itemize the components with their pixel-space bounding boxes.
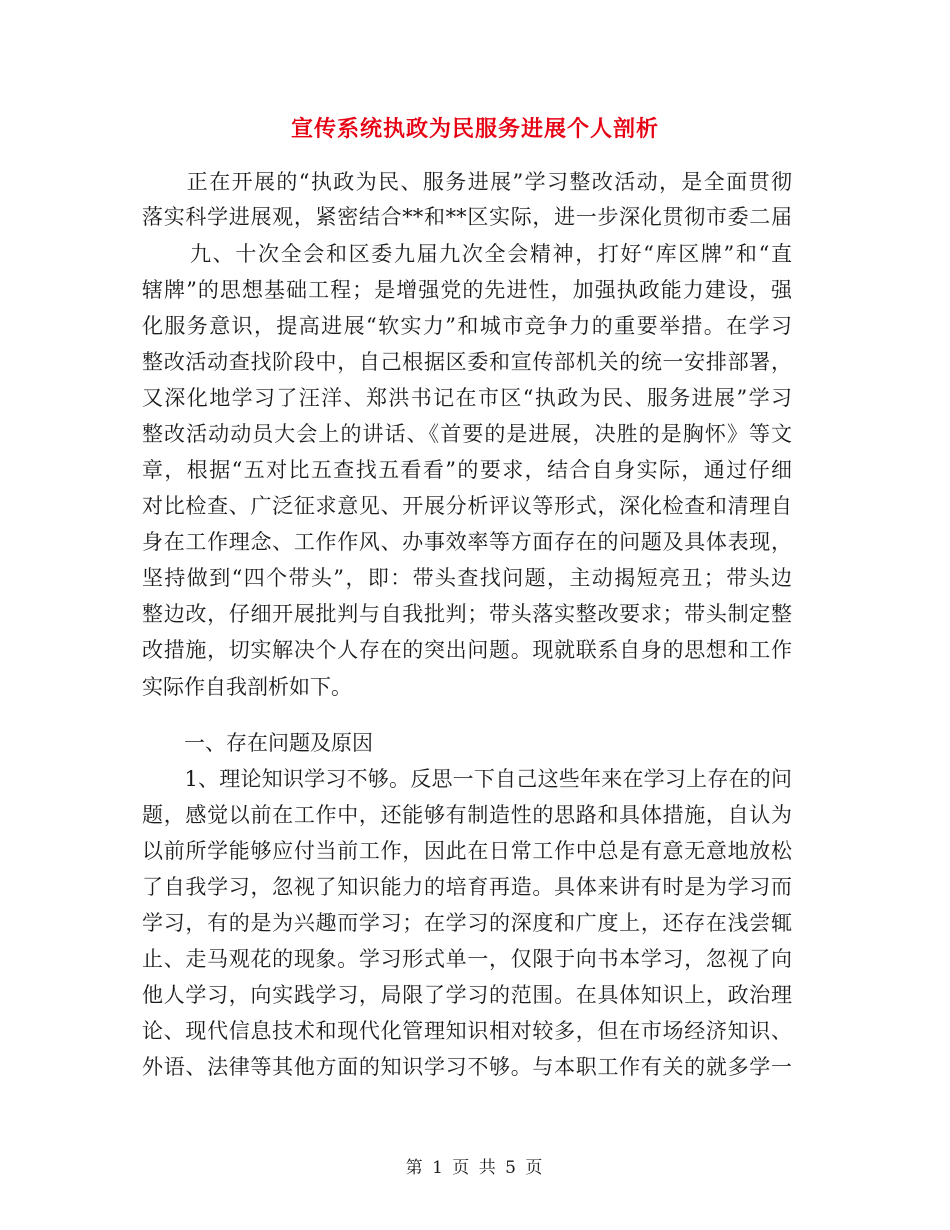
body-line: 坚持做到“四个带头”，即：带头查找问题，主动揭短亮丑；带头边	[142, 566, 792, 590]
body-line: 正在开展的“执政为民、服务进展”学习整改活动，是全面贯彻	[142, 170, 792, 194]
body-line: 落实科学进展观，紧密结合**和**区实际，进一步深化贯彻市委二届	[142, 205, 792, 229]
body-line: 了自我学习，忽视了知识能力的培育再造。具体来讲有时是为学习而	[142, 875, 792, 899]
body-line: 外语、法律等其他方面的知识学习不够。与本职工作有关的就多学一	[142, 1055, 792, 1079]
body-line: 他人学习，向实践学习，局限了学习的范围。在具体知识上，政治理	[142, 983, 792, 1007]
body-line: 1、理论知识学习不够。反思一下自己这些年来在学习上存在的问	[142, 767, 792, 791]
body-line: 章，根据“五对比五查找五看看”的要求，结合自身实际，通过仔细	[142, 458, 792, 482]
document-title: 宣传系统执政为民服务进展个人剖析	[290, 116, 659, 142]
body-line: 化服务意识，提高进展“软实力”和城市竞争力的重要举措。在学习	[142, 314, 792, 338]
body-line: 身在工作理念、工作作风、办事效率等方面存在的问题及具体表现，	[142, 530, 792, 554]
body-line: 以前所学能够应付当前工作，因此在日常工作中总是有意无意地放松	[142, 839, 792, 863]
body-line: 学习，有的是为兴趣而学习；在学习的深度和广度上，还存在浅尝辄	[142, 911, 792, 935]
body-line: 整改活动查找阶段中，自己根据区委和宣传部机关的统一安排部署，	[142, 350, 792, 374]
body-line: 对比检查、广泛征求意见、开展分析评议等形式，深化检查和清理自	[142, 494, 792, 518]
page-number-footer: 第 1 页 共 5 页	[405, 1158, 545, 1178]
body-line: 论、现代信息技术和现代化管理知识相对较多，但在市场经济知识、	[142, 1019, 792, 1043]
body-line: 又深化地学习了汪洋、郑洪书记在市区“执政为民、服务进展”学习	[142, 386, 792, 410]
body-line: 整边改，仔细开展批判与自我批判；带头落实整改要求；带头制定整	[142, 602, 792, 626]
body-line: 改措施，切实解决个人存在的突出问题。现就联系自身的思想和工作	[142, 638, 792, 662]
body-line: 辖牌”的思想基础工程；是增强党的先进性，加强执政能力建设，强	[142, 278, 792, 302]
body-line: 题，感觉以前在工作中，还能够有制造性的思路和具体措施，自认为	[142, 803, 792, 827]
body-line: 止、走马观花的现象。学习形式单一，仅限于向书本学习，忽视了向	[142, 947, 792, 971]
section-heading: 一、存在问题及原因	[142, 731, 373, 755]
body-line: 九、十次全会和区委九届九次全会精神，打好“库区牌”和“直	[190, 242, 792, 266]
body-line: 整改活动动员大会上的讲话、《首要的是进展，决胜的是胸怀》等文	[142, 422, 792, 446]
body-line: 实际作自我剖析如下。	[142, 675, 352, 699]
